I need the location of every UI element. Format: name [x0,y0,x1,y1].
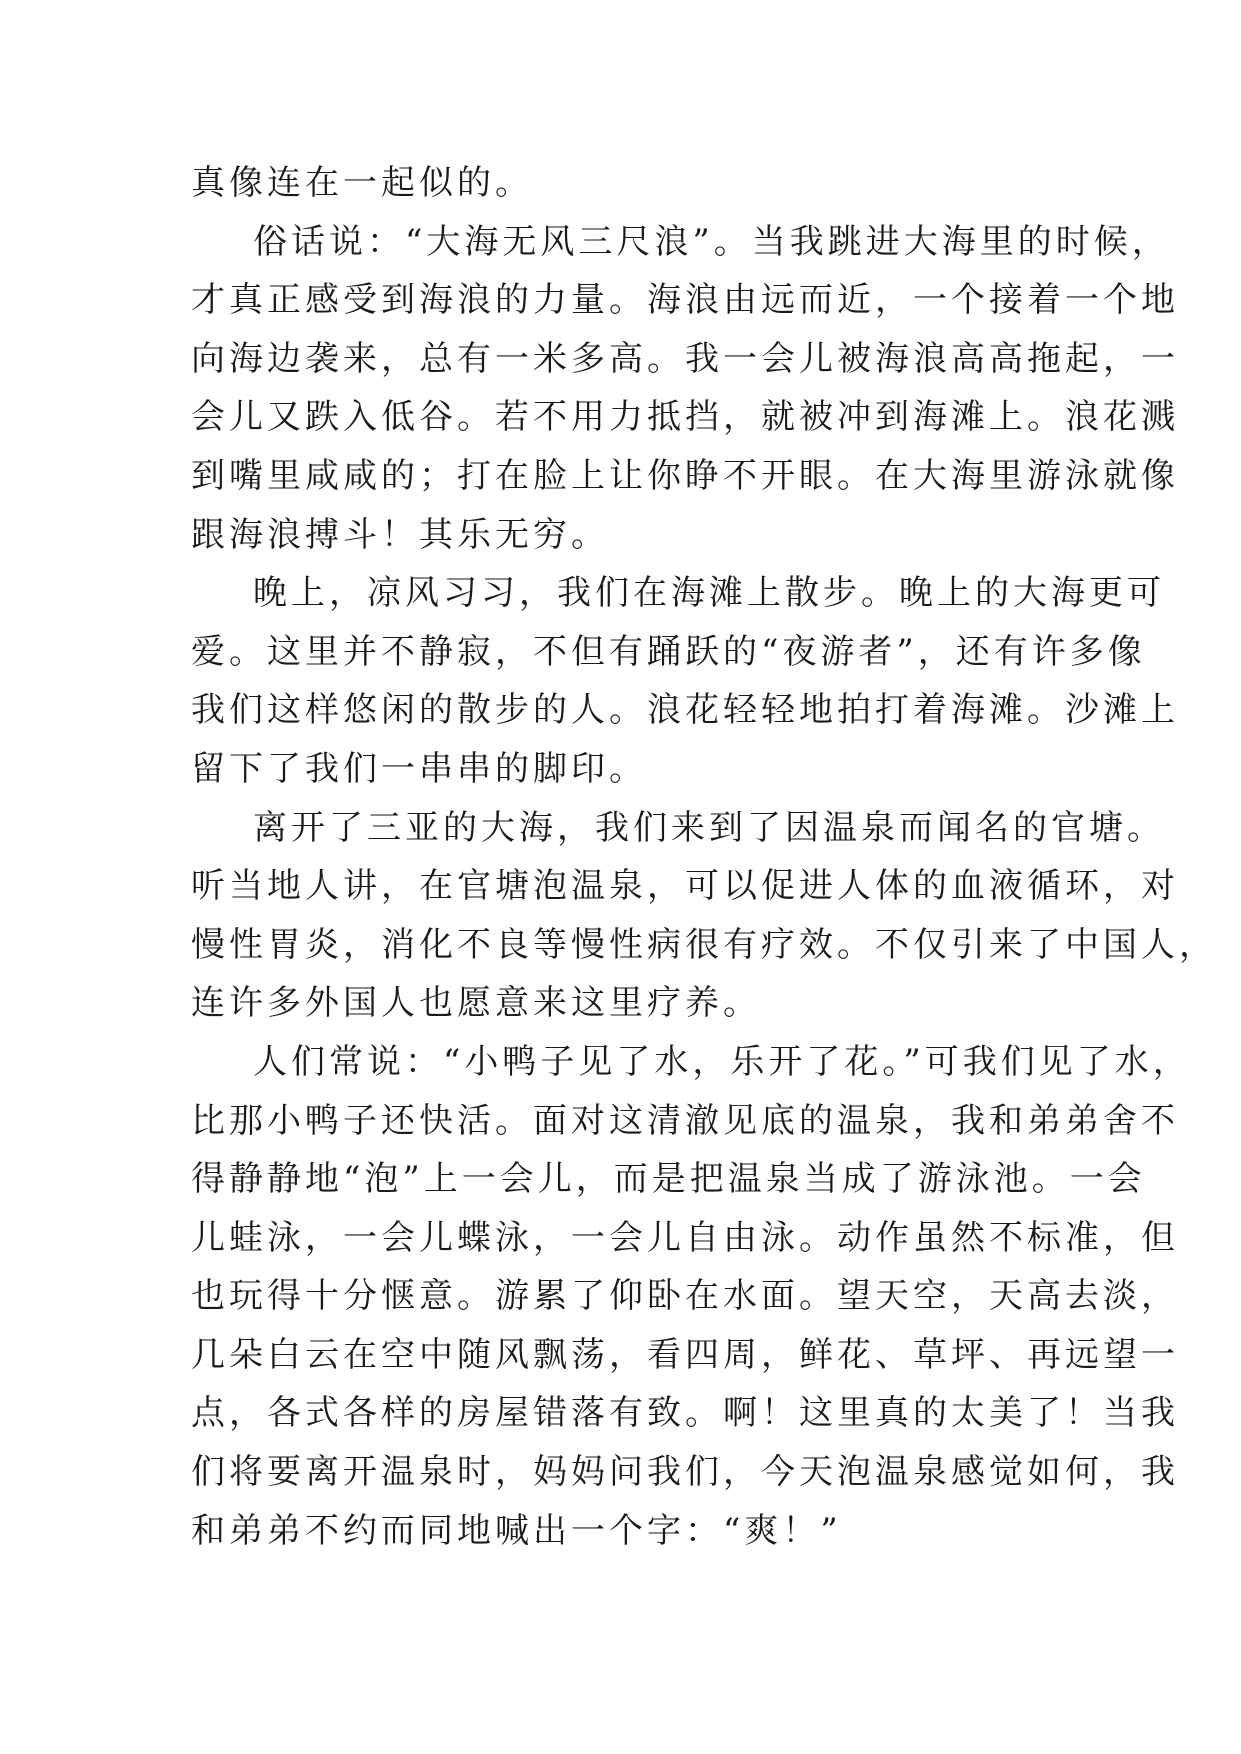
body-text [191,154,1217,1560]
text-line: 和弟弟不约而同地喊出一个字：“爽！” [191,1510,842,1551]
text-line: 人们常说：“小鸭子见了水，乐开了花。”可我们见了水， [253,1041,1191,1082]
text-line: 几朵白云在空中随风飘荡，看四周，鲜花、草坪、再远望一 [191,1334,1179,1375]
text-line: 也玩得十分惬意。游累了仰卧在水面。望天空，天高去淡， [191,1276,1179,1317]
text-line: 我们这样悠闲的散步的人。浪花轻轻地拍打着海滩。沙滩上 [191,690,1179,731]
text-line: 得静静地“泡”上一会儿，而是把温泉当成了游泳池。一会 [191,1159,1146,1200]
text-line: 听当地人讲，在官塘泡温泉，可以促进人体的血液循环，对 [191,866,1179,907]
text-line: 俗话说：“大海无风三尺浪”。当我跳进大海里的时候， [253,221,1170,262]
text-line: 爱。这里并不静寂，不但有踊跃的“夜游者”，还有许多像 [191,631,1146,672]
text-line: 比那小鸭子还快活。面对这清澈见底的温泉，我和弟弟舍不 [191,1100,1179,1141]
text-line: 儿蛙泳，一会儿蝶泳，一会儿自由泳。动作虽然不标准，但 [191,1217,1179,1258]
text-line: 晚上，凉风习习，我们在海滩上散步。晚上的大海更可 [253,573,1165,614]
text-line: 连许多外国人也愿意来这里疗养。 [191,983,761,1024]
text-line: 点，各式各样的房屋错落有致。啊！这里真的太美了！当我 [191,1393,1179,1434]
text-line: 真像连在一起似的。 [191,163,533,203]
text-line: 跟海浪搏斗！其乐无穷。 [191,514,609,555]
text-line: 留下了我们一串串的脚印。 [191,748,647,789]
text-line: 到嘴里咸咸的；打在脸上让你睁不开眼。在大海里游泳就像 [191,455,1179,496]
text-line: 才真正感受到海浪的力量。海浪由远而近，一个接着一个地 [191,280,1179,321]
text-line: 离开了三亚的大海，我们来到了因温泉而闻名的官塘。 [253,807,1165,848]
text-line: 们将要离开温泉时，妈妈问我们，今天泡温泉感觉如何，我 [191,1452,1179,1493]
text-line: 向海边袭来，总有一米多高。我一会儿被海浪高高拖起，一 [191,338,1179,379]
text-line: 会儿又跌入低谷。若不用力抵挡，就被冲到海滩上。浪花溅 [191,397,1179,438]
text-line: 慢性胃炎，消化不良等慢性病很有疗效。不仅引来了中国人， [191,924,1217,965]
